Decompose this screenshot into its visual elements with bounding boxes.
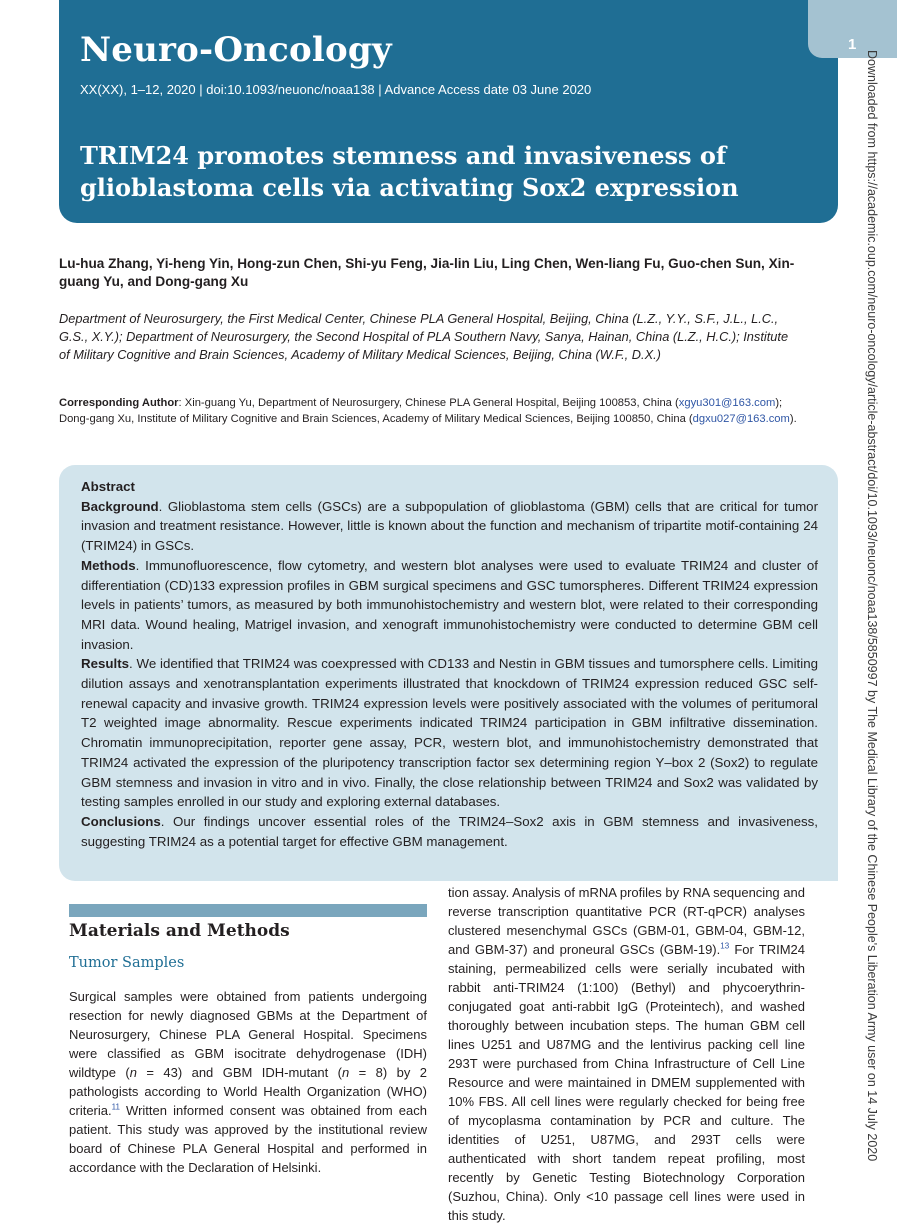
abstract-methods [81,556,818,655]
abstract-results [81,654,818,812]
n-variable-1: n [129,1065,137,1080]
corresponding-author [59,395,809,427]
abstract-background [81,497,818,556]
abstract [81,477,818,851]
left-text-b: = 43) and GBM IDH-mutant ( [136,1065,342,1080]
corresponding-text-1: : Xin-guang Yu, Department of Neurosurgery, Chinese PLA General Hospital, Beijing 100853, China ( [178,397,679,409]
page-number: 1 [848,36,857,53]
left-text-a: Surgical samples were obtained from patients undergoing resection for newly diagnosed GBMs at the Department of Neurosurgery, Chinese PLA General Hospital. Specimens were classified as GBM isocitrate dehydrogenase (IDH) wildtype ( [69,989,427,1080]
right-column-text [448,883,805,1225]
journal-title: Neuro-Oncology [80,30,392,70]
n-variable-2: n [341,1065,350,1080]
background-text: . Glioblastoma stem cells (GSCs) are a subpopulation of glioblastoma (GBM) cells that are critical for tumor invasion and treatment resistance. However, little is known about the function and mechanism of tripartite motif-containing 24 (TRIM24) in GSCs. [81,498,818,554]
right-text-a: tion assay. Analysis of mRNA profiles by RNA sequencing and reverse transcription quantitative PCR (RT-qPCR) analyses clustered mesenchymal GSCs (GBM-01, GBM-04, GBM-12, and GBM-37) and proneural GSCs (GBM-19). [448,885,805,957]
background-label: Background [81,498,159,514]
reference-13-link[interactable]: 13 [720,941,730,951]
corresponding-author-label: Corresponding Author [59,397,179,409]
results-label: Results [81,656,130,672]
right-text-b: For TRIM24 staining, permeabilized cells were serially incubated with rabbit anti-TRIM24 (1:100) (Bethyl) and phycoerythrin-conjugated goat anti-rabbit IgG (Proteintech), and washed thoroughly between incubation steps. The human GBM cell lines U251 and U87MG and the lentivirus packing cell line 293T were purchased from China Infrastructure of Cell Line Resource and were maintained in DMEM supplemented with 10% FBS. All cell lines were regularly checked for being free of mycoplasma contamination by PCR and culture. The identities of U251, U87MG, and 293T cells were authenticated with short tandem repeat profiling, most recently by Genetic Testing Biotechnology Corporation (Suzhou, China). Only <10 passage cell lines were used in this study. [448,942,805,1223]
article-title: TRIM24 promotes stemness and invasiveness of glioblastoma cells via activating Sox2 expression [80,141,739,202]
reference-11-link[interactable]: 11 [111,1102,120,1112]
methods-label: Methods [81,557,136,573]
results-text: . We identified that TRIM24 was coexpressed with CD133 and Nestin in GBM tissues and tumorsphere cells. Limiting dilution assays and xenotransplantation experiments illustrated that knockdown of TRIM24 expression reduced GSC self-renewal capacity and invasive growth. TRIM24 expression levels were positively associated with the volumes of peritumoral T2 weighted image abnormality. Rescue experiments indicated TRIM24 participation in GBM infiltrative dissemination. Chromatin immunoprecipitation, reporter gene assay, PCR, western blot, and immunohistochemistry demonstrated that TRIM24 activated the expression of the pluripotency transcription factor sex determining region Y–box 2 (Sox2) to regulate GBM stemness and invasion in vitro and in vivo. Finally, the close relationship between TRIM24 and Sox2 was validated by testing samples enrolled in our study and exploring external databases. [81,656,818,810]
abstract-heading: Abstract [81,479,135,494]
corresponding-text-2: ); Dong-gang Xu, Institute of Military Cognitive and Brain Sciences, Academy of Military Medical Sciences, Beijing 100850, China ( [59,397,783,425]
methods-text: . Immunofluorescence, flow cytometry, and western blot analyses were used to evaluate TRIM24 and cluster of differentiation (CD)133 expression profiles in GBM surgical specimens and GSC tumorspheres. Different TRIM24 expression levels in patients’ tumors, as measured by both immunohistochemistry and western blot, were related to their corresponding MRI data. Wound healing, Matrigel invasion, and xenograft immunohistochemistry were conducted to determine GBM cell invasion. [81,557,818,652]
corresponding-text-3: ). [789,413,797,425]
email-link-1[interactable]: xgyu301@163.com [678,397,776,409]
section-heading: Materials and Methods [69,921,290,941]
left-column-text [69,987,427,1177]
left-text-d: Written informed consent was obtained from each patient. This study was approved by the institutional review board of Chinese PLA General Hospital and performed in accordance with the Declaration of Helsinki. [69,1103,427,1175]
left-text-c: = 8) by 2 pathologists according to World Health Organization (WHO) criteria. [69,1065,427,1118]
conclusions-text: . Our findings uncover essential roles of the TRIM24–Sox2 axis in GBM stemness and invasiveness, suggesting TRIM24 as a potential target for effective GBM management. [81,813,818,849]
download-note-text: Downloaded from https://academic.oup.com/neuro-oncology/article-abstract/doi/10.1093/neuonc/noaa138/5850997 by The Medical Library of the Chinese People's Liberation Army user on 14 July 2020 [865,50,879,1162]
email-link-2[interactable]: dgxu027@163.com [692,413,790,425]
conclusions-label: Conclusions [81,813,161,829]
affiliations: Department of Neurosurgery, the First Medical Center, Chinese PLA General Hospital, Beijing, China (L.Z., Y.Y., S.F., J.L., L.C., G.S., X.Y.); Department of Neurosurgery, the Second Hospital of PLA Southern Navy, Sanya, Hainan, China (L.Z., H.C.); Institute of Military Cognitive and Brain Sciences, Academy of Military Medical Sciences, Beijing, China (W.F., D.X.) [59,311,789,362]
journal-meta: XX(XX), 1–12, 2020 | doi:10.1093/neuonc/noaa138 | Advance Access date 03 June 2020 [80,82,592,97]
abstract-conclusions [81,812,818,851]
section-rule [69,904,427,917]
author-list: Lu-hua Zhang, Yi-heng Yin, Hong-zun Chen, Shi-yu Feng, Jia-lin Liu, Ling Chen, Wen-liang Fu, Guo-chen Sun, Xin-guang Yu, and Dong-gang Xu [59,256,795,289]
subsection-heading: Tumor Samples [69,955,185,971]
